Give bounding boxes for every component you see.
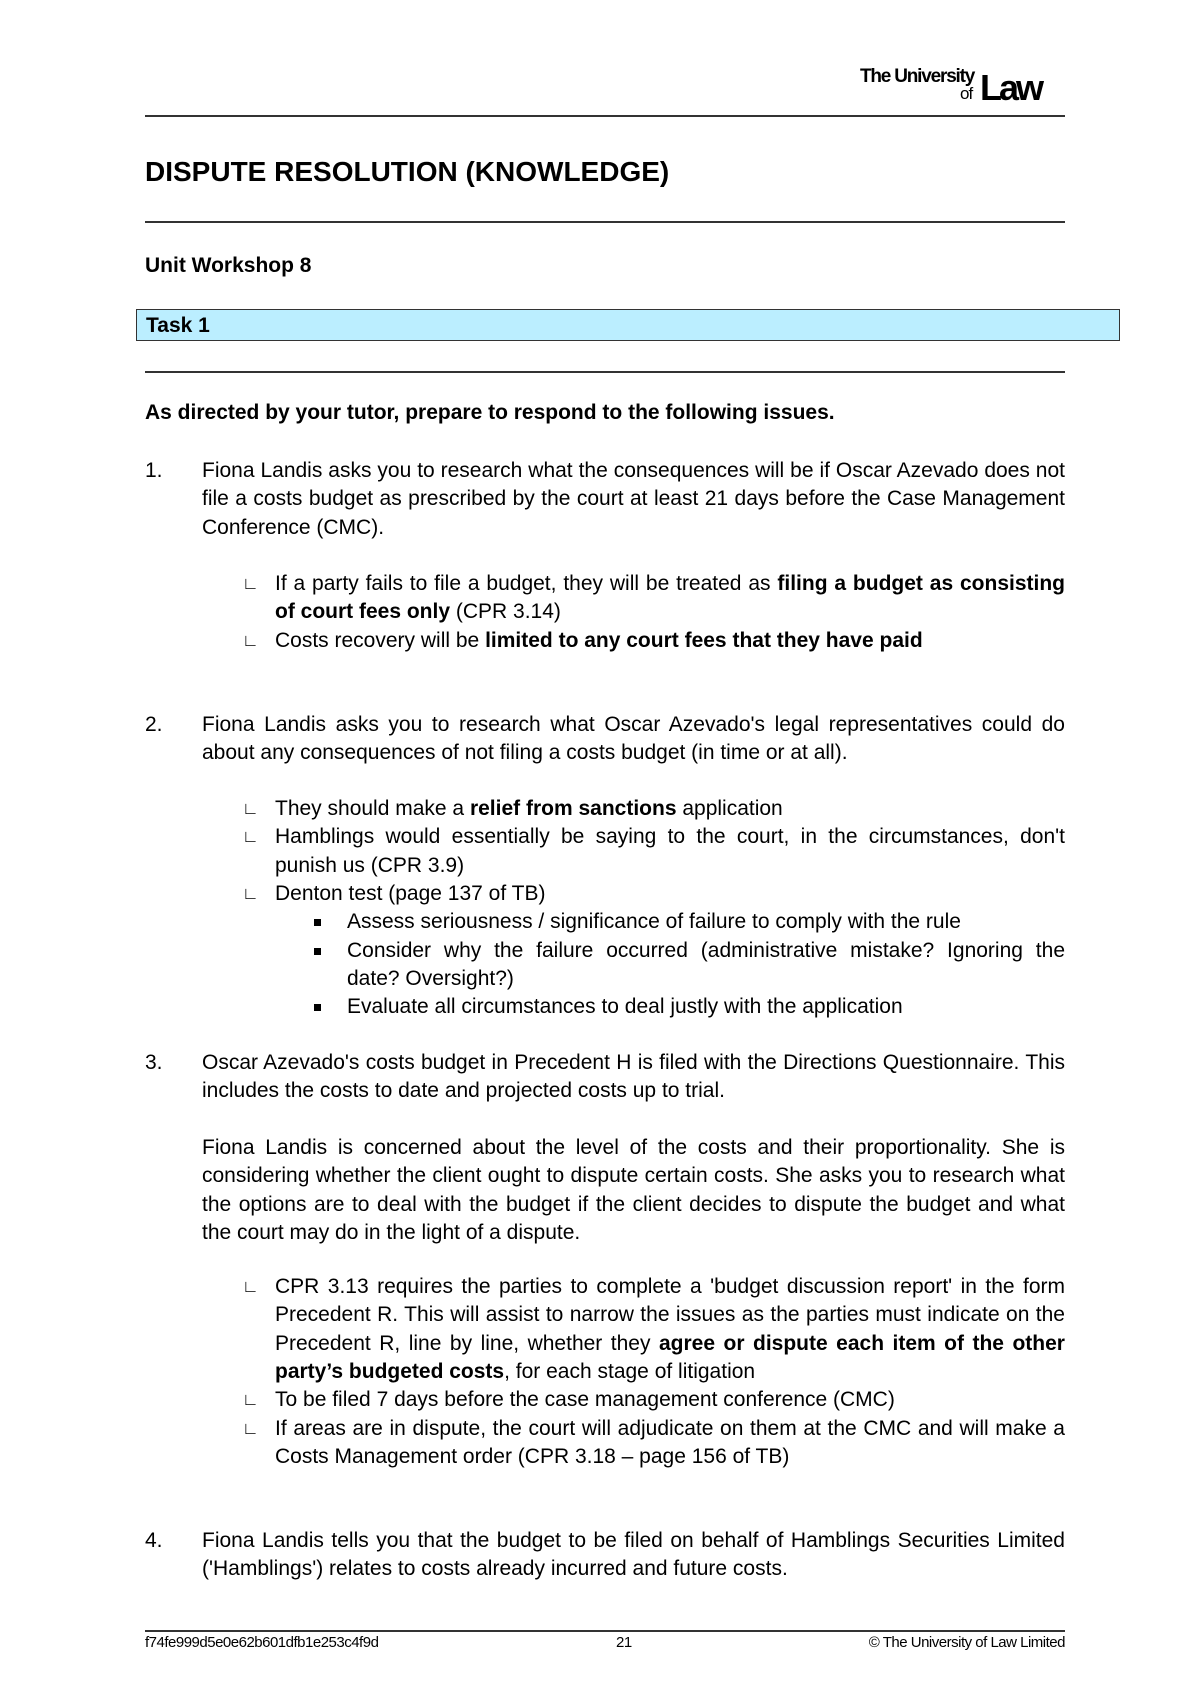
list-item [202, 1273, 1065, 1386]
list-item [202, 1415, 1065, 1472]
bullet-icon: ∟ [242, 1390, 259, 1410]
logo-text: Law [980, 67, 1042, 108]
bold-text: filing a budget as consisting of court fees only [275, 572, 1065, 624]
list-item [202, 627, 1065, 655]
bullet-icon: ∟ [242, 574, 259, 593]
list-item [202, 570, 1065, 627]
text: If areas are in dispute, the court will adjudicate on them at the CMC and will make a Costs Management order (CPR 3.18 – page 156 of TB) [275, 1416, 1065, 1469]
bold-text: relief from sanctions [469, 797, 677, 820]
text: CPR 3.13 requires the parties to complete a 'budget discussion report' in the form Precedent R. This will assist to narrow the issues as the parties must indicate on the Precedent R, line by line, whether they [275, 1275, 1065, 1355]
square-bullet-icon [314, 1004, 321, 1011]
item-text: Fiona Landis asks you to research what Oscar Azevado's legal representatives could do about any consequences of not filing a costs budget (in time or at all). [202, 713, 1065, 765]
bullet-list [202, 570, 1065, 655]
item-number: 2. [145, 713, 163, 736]
text: Consider why the failure occurred (administrative mistake? Ignoring the date? Oversight?) [347, 938, 1065, 991]
footer-code: f74fe999d5e0e62b601dfb1e253c4f9d [145, 1634, 379, 1651]
list-item [202, 823, 1065, 880]
text: If a party fails to file a budget, they will be treated as [275, 572, 778, 595]
task-heading-box [136, 309, 1120, 341]
text: Assess seriousness / significance of failure to comply with the rule [347, 910, 961, 934]
sub-list-item [202, 937, 1065, 994]
sub-list-item [202, 908, 1065, 936]
bold-text: limited to any court fees that they have paid [485, 628, 923, 652]
bullet-icon: ∟ [242, 630, 259, 650]
list-item [202, 880, 1065, 908]
logo-text: of [960, 84, 973, 103]
footer-rule [145, 1630, 1065, 1632]
text: (CPR 3.14) [450, 600, 561, 624]
header-rule [145, 115, 1065, 117]
university-logo [860, 66, 1065, 106]
bold-text: agree or dispute each item of the other party’s budgeted costs [275, 1331, 1065, 1384]
bullet-list [202, 795, 1065, 1022]
text: They should make a [275, 797, 470, 820]
bullet-icon: ∟ [242, 884, 259, 904]
page-title: DISPUTE RESOLUTION (KNOWLEDGE) [145, 156, 670, 187]
text: To be filed 7 days before the case management conference (CMC) [275, 1388, 895, 1412]
text: application [676, 797, 783, 820]
item-text: Fiona Landis asks you to research what the consequences will be if Oscar Azevado does not file a costs budget as prescribed by the court at least 21 days before the Case Management Conference (CMC). [202, 459, 1065, 539]
text: Denton test (page 137 of TB) [275, 882, 546, 906]
task-heading: Task 1 [146, 314, 210, 337]
unit-heading: Unit Workshop 8 [145, 254, 312, 277]
item-text: Oscar Azevado's costs budget in Precedent H is filed with the Directions Questionnaire. This includes the costs to date and projected costs up to trial. [202, 1051, 1065, 1103]
item-number: 4. [145, 1529, 163, 1552]
sub-list-item [202, 993, 1065, 1021]
divider [145, 371, 1065, 373]
text: Evaluate all circumstances to deal justly with the application [347, 995, 903, 1019]
bullet-icon: ∟ [242, 799, 259, 818]
bullet-list [202, 1273, 1065, 1471]
text: , for each stage of litigation [504, 1360, 756, 1384]
square-bullet-icon [314, 948, 321, 955]
divider [145, 221, 1065, 223]
item-text: Fiona Landis tells you that the budget to be filed on behalf of Hamblings Securities Limited ('Hamblings') relates to costs already incurred and future costs. [202, 1529, 1065, 1581]
list-item [202, 795, 1065, 823]
item-text: Fiona Landis is concerned about the level of the costs and their proportionality. She is considering whether the client ought to dispute certain costs. She asks you to research what the options are to deal with the budget if the client decides to dispute the budget and what the court may do in the light of a dispute. [202, 1136, 1065, 1245]
text: Hamblings would essentially be saying to the court, in the circumstances, don't punish us (CPR 3.9) [275, 825, 1065, 877]
text: Costs recovery will be [275, 628, 486, 652]
footer-copyright: © The University of Law Limited [868, 1634, 1065, 1651]
list-item [202, 1386, 1065, 1414]
square-bullet-icon [314, 919, 321, 926]
page-number: 21 [616, 1634, 632, 1651]
bullet-icon: ∟ [242, 1277, 259, 1296]
bullet-icon: ∟ [242, 1418, 259, 1438]
item-number: 1. [145, 459, 163, 482]
directions: As directed by your tutor, prepare to respond to the following issues. [145, 401, 835, 424]
bullet-icon: ∟ [242, 827, 259, 847]
logo-text: The University [860, 66, 975, 87]
item-number: 3. [145, 1051, 163, 1074]
